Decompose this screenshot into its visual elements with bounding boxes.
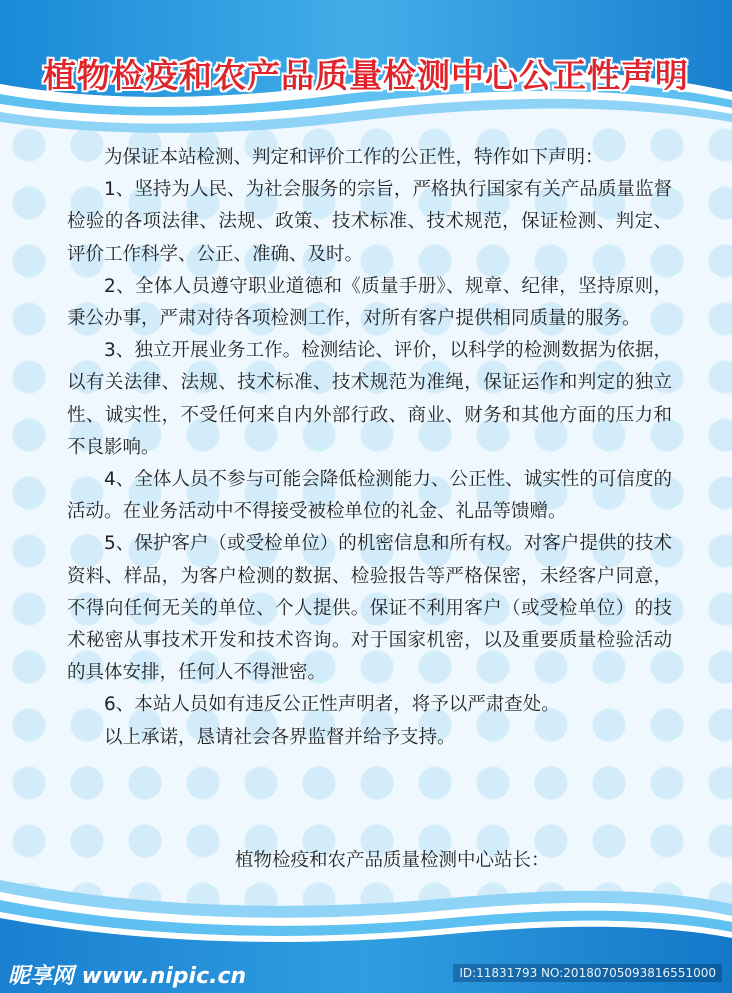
clause-6: 6、本站人员如有违反公正性声明者，将予以严肃查处。	[104, 694, 560, 716]
statement-body	[67, 142, 672, 754]
clause-2: 2、全体人员遵守职业道德和《质量手册》、规章、纪律，坚持原则，秉公办事，严肃对待各项检测工作，对所有客户提供相同质量的服务。	[67, 275, 672, 330]
intro-paragraph: 为保证本站检测、判定和评价工作的公正性，特作如下声明：	[104, 147, 604, 168]
closing-paragraph: 以上承诺，恳请社会各界监督并给予支持。	[104, 726, 456, 748]
document-title: 植物检疫和农产品质量检测中心公正性声明	[43, 56, 689, 95]
clause-1: 1、坚持为人民、为社会服务的宗旨，严格执行国家有关产品质量监督检验的各项法律、法规、政策、技术标准、技术规范，保证检测、判定、评价工作科学、公正、准确、及时。	[67, 179, 672, 265]
signature-line: 植物检疫和农产品质量检测中心站长：	[235, 850, 550, 871]
clause-4: 4、全体人员不参与可能会降低检测能力、公正性、诚实性的可信度的活动。在业务活动中不得接受被检单位的礼金、礼品等馈赠。	[67, 469, 672, 523]
nipic-watermark-logo: 昵享网 www.nipic.cn	[8, 964, 247, 989]
image-id-watermark: ID:11831793 NO:20180705093816551000	[453, 964, 722, 982]
clause-3: 3、独立开展业务工作。检测结论、评价，以科学的检测数据为依据，以有关法律、法规、技术标准、技术规范为准绳，保证运作和判定的独立性、诚实性，不受任何来自内外部行政、商业、财务和其他方面的压力和不良影响。	[67, 340, 672, 458]
clause-5: 5、保护客户（或受检单位）的机密信息和所有权。对客户提供的技术资料、样品，为客户检测的数据、检验报告等严格保密，未经客户同意，不得向任何无关的单位、个人提供。保证不利用客户（或受检单位）的技术秘密从事技术开发和技术咨询。对于国家机密，以及重要质量检验活动的具体安排，任何人不得泄密。	[67, 533, 672, 684]
